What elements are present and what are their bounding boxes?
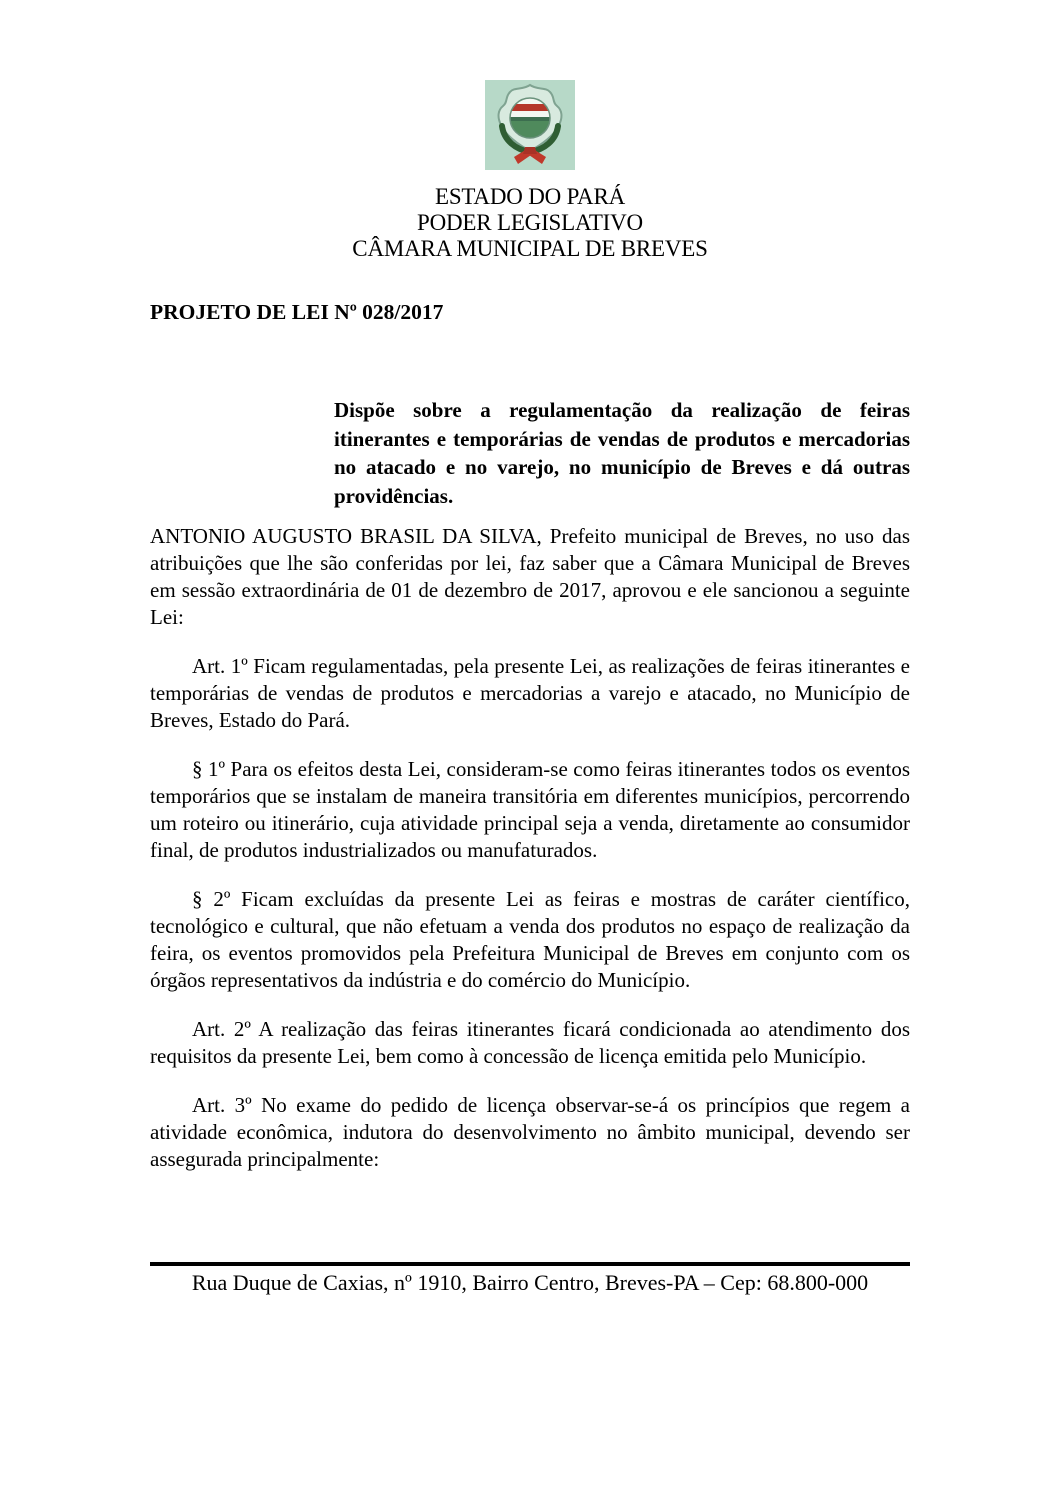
org-name-block [150, 184, 910, 262]
article-1-paragraph: Art. 1º Ficam regulamentadas, pela presente Lei, as realizações de feiras itinerantes e temporárias de vendas de produtos e mercadorias a varejo e atacado, no Município de Breves, Estado do Pará. [150, 654, 910, 732]
document-title: PROJETO DE LEI Nº 028/2017 [150, 300, 444, 324]
document-body [150, 300, 910, 1173]
org-line-branch: PODER LEGISLATIVO [417, 210, 643, 235]
article-3-paragraph: Art. 3º No exame do pedido de licença observar-se-á os princípios que regem a atividade econômica, indutora do desenvolvimento no âmbito municipal, devendo ser assegurada principalmente: [150, 1093, 910, 1171]
article-2-paragraph: Art. 2º A realização das feiras itinerantes ficará condicionada ao atendimento dos requisitos da presente Lei, bem como à concessão de licença emitida pelo Município. [150, 1017, 910, 1068]
coat-of-arms-icon [485, 80, 575, 170]
ementa-paragraph: Dispõe sobre a regulamentação da realização de feiras itinerantes e temporárias de vendas de produtos e mercadorias no atacado e no varejo, no município de Breves e dá outras providências. [334, 398, 910, 508]
letterhead [150, 80, 910, 262]
org-line-chamber: CÂMARA MUNICIPAL DE BREVES [352, 236, 708, 261]
preamble-paragraph: ANTONIO AUGUSTO BRASIL DA SILVA, Prefeito municipal de Breves, no uso das atribuições que lhe são conferidas por lei, faz saber que a Câmara Municipal de Breves em sessão extraordinária de 01 de dezembro de 2017, aprovou e ele sancionou a seguinte Lei: [150, 524, 910, 629]
org-line-state: ESTADO DO PARÁ [434, 184, 626, 209]
paragraph-1-clause: § 1º Para os efeitos desta Lei, consideram-se como feiras itinerantes todos os eventos temporários que se instalam de maneira transitória em diferentes municípios, percorrendo um roteiro ou itinerário, cuja atividade principal seja a venda, diretamente ao consumidor final, de produtos industrializados ou manufaturados. [150, 757, 910, 862]
footer-divider [150, 1262, 910, 1266]
paragraph-2-clause: § 2º Ficam excluídas da presente Lei as feiras e mostras de caráter científico, tecnológico e cultural, que não efetuam a venda dos produtos no espaço de realização da feira, os eventos promovidos pela Prefeitura Municipal de Breves em conjunto com os órgãos representativos da indústria e do comércio do Município. [150, 887, 910, 992]
coat-of-arms-graphic [485, 80, 575, 170]
footer-address: Rua Duque de Caxias, nº 1910, Bairro Centro, Breves-PA – Cep: 68.800-000 [191, 1270, 869, 1295]
page-footer [150, 1262, 910, 1296]
